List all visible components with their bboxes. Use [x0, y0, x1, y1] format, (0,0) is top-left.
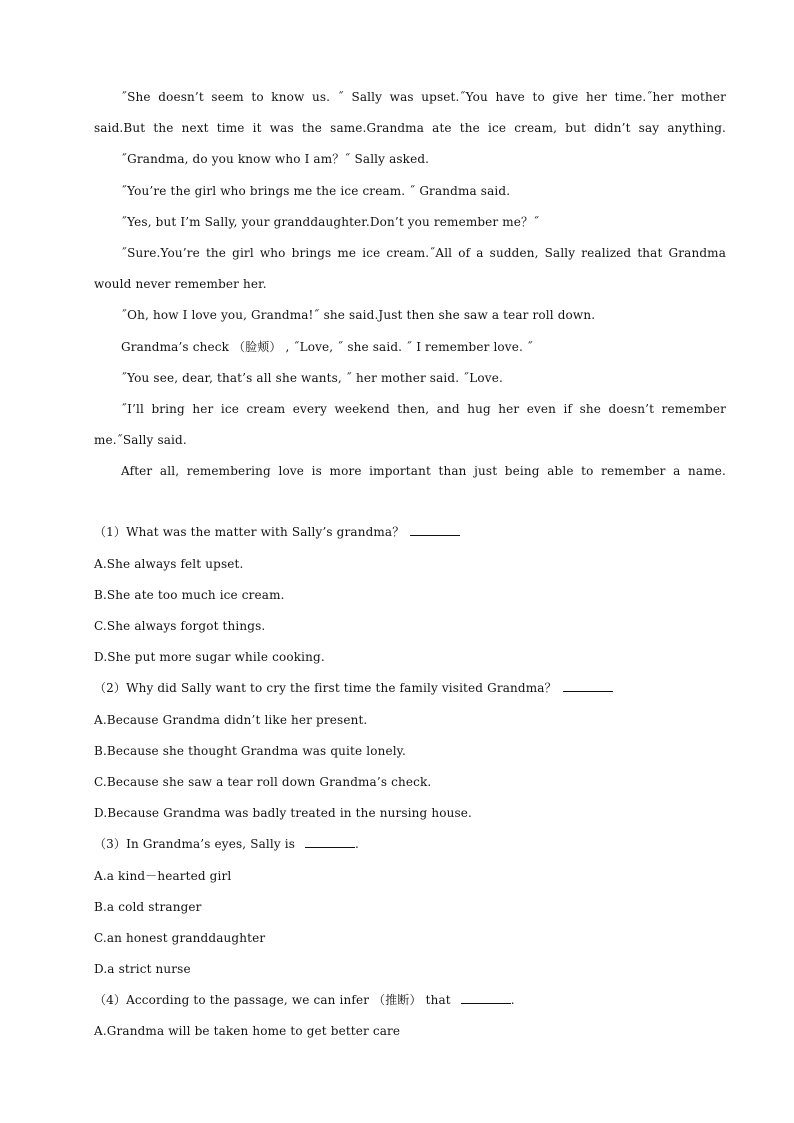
- question-stem: [94, 829, 726, 860]
- answer-option: B.Because she thought Grandma was quite lonely.: [94, 743, 406, 758]
- answer-blank[interactable]: [410, 525, 460, 536]
- reading-passage: [94, 82, 726, 487]
- question-list: [94, 517, 726, 1047]
- question-stem-text: （4）According to the passage, we can infer （推断） that: [94, 993, 455, 1008]
- question-stem: [94, 673, 726, 704]
- section-gap: [94, 487, 726, 517]
- passage-line: After all, remembering love is more important than just being able to remember a name.: [121, 464, 726, 479]
- passage-line: me.˝Sally said.: [94, 433, 187, 448]
- answer-option: A.Grandma will be taken home to get better care: [94, 1024, 401, 1039]
- answer-option: D.a strict nurse: [94, 962, 191, 977]
- answer-option: B.She ate too much ice cream.: [94, 587, 285, 602]
- question-stem: [94, 517, 726, 548]
- answer-option: B.a cold stranger: [94, 899, 202, 914]
- question-stem-end: .: [355, 837, 359, 852]
- passage-line: ˝You see, dear, that’s all she wants, ˝ her mother said. ˝Love.: [121, 370, 503, 385]
- answer-option: A.Because Grandma didn’t like her present.: [94, 712, 368, 727]
- passage-line: ˝I’ll bring her ice cream every weekend then, and hug her even if she doesn’t remember: [121, 401, 726, 416]
- document-page: [94, 82, 726, 1048]
- passage-line: ˝You’re the girl who brings me the ice cream. ˝ Grandma said.: [121, 183, 511, 198]
- passage-line: ˝Oh, how I love you, Grandma!˝ she said.Just then she saw a tear roll down.: [121, 308, 596, 323]
- passage-line: would never remember her.: [94, 277, 267, 292]
- question-stem: [94, 985, 726, 1016]
- passage-line: said.But the next time it was the same.Grandma ate the ice cream, but didn’t say anything.: [94, 121, 726, 136]
- answer-option: D.She put more sugar while cooking.: [94, 650, 325, 665]
- question-stem-end: .: [510, 993, 515, 1008]
- passage-line: ˝Sure.You’re the girl who brings me ice cream.˝All of a sudden, Sally realized that Grandma: [121, 245, 726, 260]
- question-stem-text: （2）Why did Sally want to cry the first time the family visited Grandma？: [94, 681, 557, 696]
- answer-blank[interactable]: [305, 837, 355, 848]
- answer-option: C.Because she saw a tear roll down Grandma’s check.: [94, 774, 432, 789]
- passage-line: ˝Grandma, do you know who I am？˝ Sally asked.: [121, 152, 430, 167]
- passage-line: ˝She doesn’t seem to know us. ˝ Sally was upset.˝You have to give her time.˝her mother: [121, 90, 726, 104]
- answer-option: A.She always felt upset.: [94, 556, 244, 571]
- answer-option: C.an honest granddaughter: [94, 930, 266, 945]
- answer-option: A.a kind－hearted girl: [94, 868, 232, 883]
- answer-blank[interactable]: [461, 993, 511, 1004]
- passage-line: Grandma’s check （脸颊） , ˝Love, ˝ she said. ˝ I remember love. ˝: [121, 339, 534, 354]
- answer-blank[interactable]: [563, 681, 613, 692]
- question-stem-text: （3）In Grandma’s eyes, Sally is: [94, 837, 299, 852]
- passage-line: ˝Yes, but I’m Sally, your granddaughter.Don’t you remember me？˝: [121, 214, 540, 229]
- answer-option: C.She always forgot things.: [94, 619, 266, 633]
- question-stem-text: （1）What was the matter with Sally’s grandma？: [94, 525, 405, 540]
- answer-option: D.Because Grandma was badly treated in the nursing house.: [94, 806, 472, 821]
